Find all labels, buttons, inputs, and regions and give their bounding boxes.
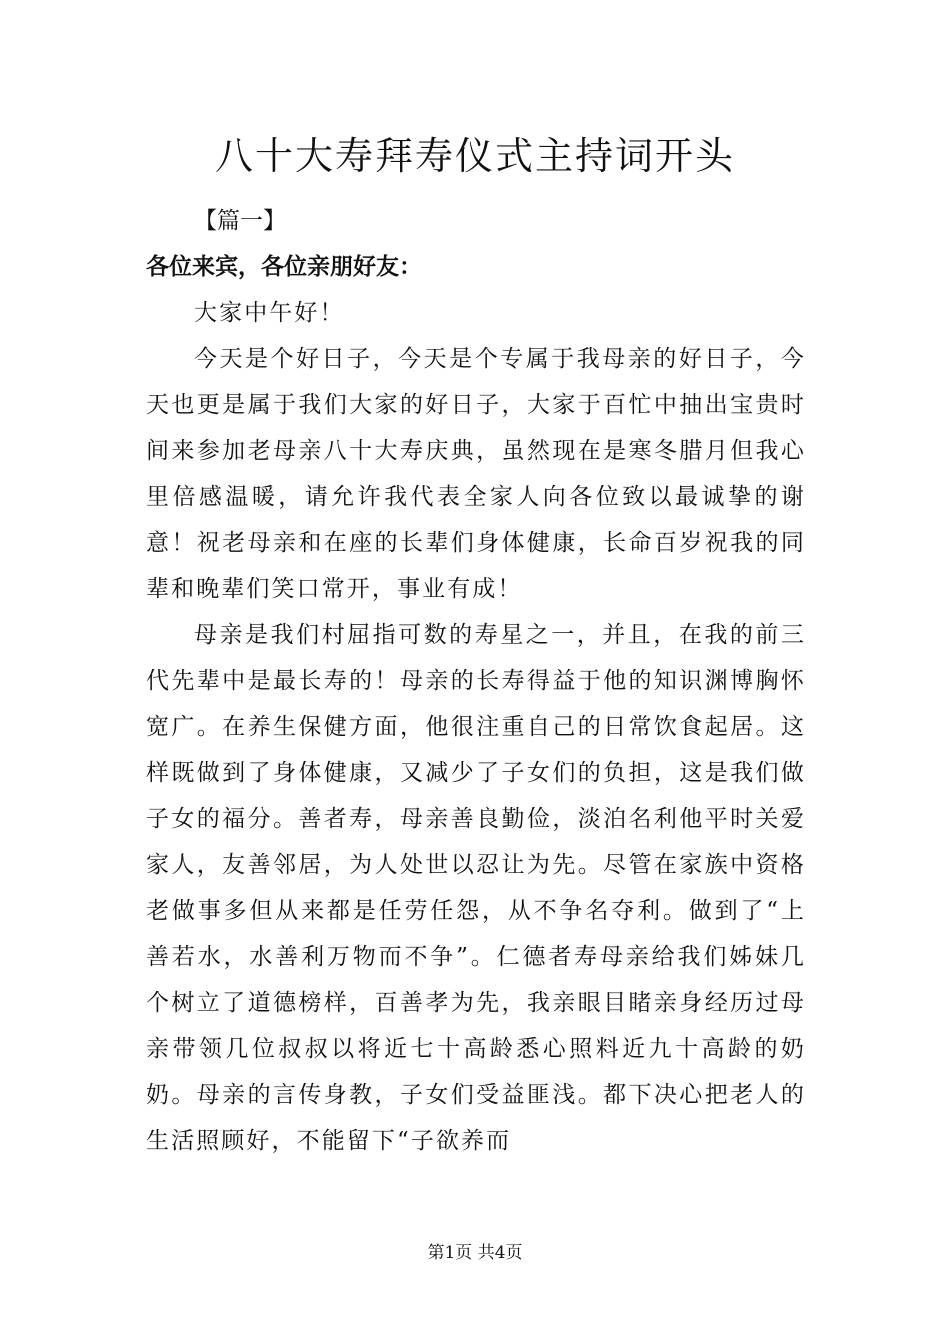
document-body bbox=[146, 198, 806, 1164]
paragraph-mother: 母亲是我们村屈指可数的寿星之一，并且，在我的前三代先辈中是最长寿的！母亲的长寿得益于他的知识渊博胸怀宽广。在养生保健方面，他很注重自己的日常饮食起居。这样既做到了身体健康，又减少了子女们的负担，这是我们做子女的福分。善者寿，母亲善良勤俭，淡泊名利他平时关爱家人，友善邻居，为人处世以忍让为先。尽管在家族中资格老做事多但从来都是任劳任怨，从不争名夺利。做到了“上善若水，水善利万物而不争”。仁德者寿母亲给我们姊妹几个树立了道德榜样，百善孝为先，我亲眼目睹亲身经历过母亲带领几位叔叔以将近七十高龄悉心照料近九十高龄的奶奶。母亲的言传身教，子女们受益匪浅。都下决心把老人的生活照顾好，不能留下“子欲养而 bbox=[146, 622, 806, 1154]
salutation: 各位来宾，各位亲朋好友： bbox=[146, 254, 422, 280]
paragraph-greeting: 大家中午好！ bbox=[194, 300, 345, 326]
paragraph-welcome: 今天是个好日子，今天是个专属于我母亲的好日子，今天也更是属于我们大家的好日子，大家于百忙中抽出宝贵时间来参加老母亲八十大寿庆典，虽然现在是寒冬腊月但我心里倍感温暖，请允许我代表全家人向各位致以最诚挚的谢意！祝老母亲和在座的长辈们身体健康，长命百岁祝我的同辈和晚辈们笑口常开，事业有成！ bbox=[146, 346, 806, 602]
page-footer: 第1页 共4页 bbox=[427, 1243, 523, 1263]
document-title: 八十大寿拜寿仪式主持词开头 bbox=[214, 134, 735, 178]
section-label: 【篇一】 bbox=[194, 208, 286, 234]
